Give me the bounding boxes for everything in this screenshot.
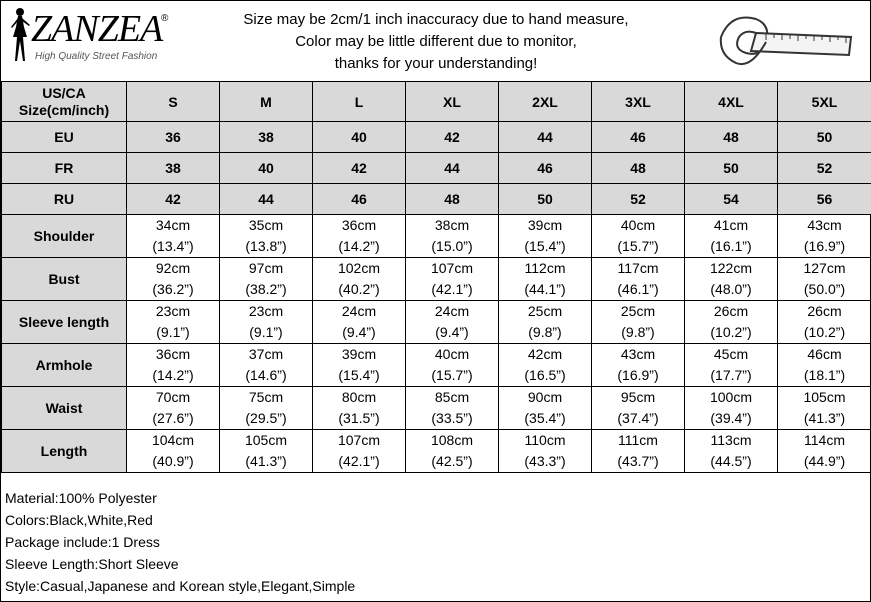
measurement-inch: (9.8”)	[528, 324, 562, 340]
measurement-cell	[499, 258, 592, 301]
conversion-value: 48	[406, 184, 499, 215]
measurement-cm: 38cm	[434, 217, 470, 233]
size-header: 2XL	[499, 82, 592, 122]
measurement-cell	[406, 215, 499, 258]
header	[1, 1, 870, 81]
measurement-cm: 107cm	[337, 432, 381, 448]
measurement-cell	[499, 387, 592, 430]
measurement-cell	[685, 258, 778, 301]
measurement-cm: 127cm	[803, 260, 846, 276]
measurement-cell	[499, 344, 592, 387]
measurement-cm: 43cm	[620, 346, 656, 362]
measurement-notice	[201, 9, 671, 75]
measurement-cm: 114cm	[804, 432, 845, 448]
conversion-value: 46	[313, 184, 406, 215]
measurement-inch: (44.9”)	[803, 453, 846, 469]
measurement-cell	[685, 301, 778, 344]
measurement-inch: (38.2”)	[245, 281, 287, 297]
conversion-value: 52	[778, 153, 871, 184]
measurement-rows	[2, 215, 871, 473]
measurement-label: Shoulder	[2, 215, 127, 258]
measurement-inch: (16.5”)	[524, 367, 566, 383]
measurement-inch: (41.3”)	[245, 453, 287, 469]
conversion-value: 50	[778, 122, 871, 153]
size-header: S	[127, 82, 220, 122]
measurement-cm: 113cm	[710, 432, 752, 448]
measurement-cell	[685, 215, 778, 258]
measurement-cell	[127, 430, 220, 473]
conversion-value: 40	[313, 122, 406, 153]
measurement-inch: (14.2”)	[152, 367, 194, 383]
measurement-cell	[220, 301, 313, 344]
conversion-value: 48	[685, 122, 778, 153]
measurement-inch: (37.4”)	[617, 410, 659, 426]
measurement-cell	[220, 215, 313, 258]
notice-line: Size may be 2cm/1 inch inaccuracy due to hand measure,	[243, 11, 629, 28]
measurement-cell	[406, 344, 499, 387]
conversion-value: 54	[685, 184, 778, 215]
measurement-row	[2, 344, 871, 387]
measurement-inch: (9.4”)	[342, 324, 376, 340]
size-header: M	[220, 82, 313, 122]
measurement-cell	[499, 215, 592, 258]
registered-mark: ®	[161, 13, 169, 24]
measurement-inch: (15.7”)	[617, 238, 659, 254]
measurement-inch: (40.2”)	[338, 281, 380, 297]
measurement-cm: 35cm	[248, 217, 284, 233]
measurement-inch: (35.4”)	[524, 410, 566, 426]
measurement-cm: 34cm	[155, 217, 191, 233]
measurement-cm: 105cm	[244, 432, 288, 448]
measurement-cm: 36cm	[341, 217, 377, 233]
measurement-cell	[406, 387, 499, 430]
measurement-cm: 43cm	[807, 217, 842, 233]
colors-line: Colors:Black,White,Red	[5, 512, 153, 528]
conversion-value: 48	[592, 153, 685, 184]
measurement-inch: (40.9”)	[152, 453, 194, 469]
conversion-label: FR	[2, 153, 127, 184]
measurement-inch: (14.2”)	[338, 238, 380, 254]
conversion-row	[2, 184, 871, 215]
conversion-value: 38	[127, 153, 220, 184]
logo-tagline: High Quality Street Fashion	[35, 51, 158, 62]
notice-line: thanks for your understanding!	[334, 55, 538, 72]
measurement-cm: 75cm	[248, 389, 284, 405]
measurement-label: Length	[2, 430, 127, 473]
measuring-tape-icon	[711, 7, 861, 77]
conversion-label: EU	[2, 122, 127, 153]
conversion-value: 50	[499, 184, 592, 215]
measurement-cm: 112cm	[524, 260, 566, 276]
measurement-cm: 85cm	[434, 389, 470, 405]
measurement-cm: 26cm	[807, 303, 842, 319]
measurement-inch: (15.4”)	[524, 238, 566, 254]
measurement-row	[2, 387, 871, 430]
measurement-cm: 108cm	[430, 432, 474, 448]
measurement-row	[2, 258, 871, 301]
measurement-cm: 70cm	[155, 389, 191, 405]
measurement-cell	[313, 430, 406, 473]
measurement-cm: 36cm	[155, 346, 191, 362]
measurement-cm: 42cm	[527, 346, 563, 362]
measurement-cm: 25cm	[527, 303, 563, 319]
measurement-inch: (9.1”)	[156, 324, 190, 340]
conversion-value: 56	[778, 184, 871, 215]
corner-label	[2, 82, 127, 122]
size-header: XL	[406, 82, 499, 122]
measurement-inch: (18.1”)	[803, 367, 846, 383]
measurement-cell	[127, 344, 220, 387]
measurement-cell	[592, 258, 685, 301]
sleeve-line: Sleeve Length:Short Sleeve	[5, 556, 179, 572]
measurement-inch: (15.4”)	[338, 367, 380, 383]
measurement-inch: (9.8”)	[621, 324, 655, 340]
measurement-inch: (10.2”)	[803, 324, 846, 340]
measurement-cm: 39cm	[527, 217, 563, 233]
measurement-cm: 97cm	[248, 260, 284, 276]
conversion-value: 40	[220, 153, 313, 184]
measurement-inch: (9.4”)	[435, 324, 469, 340]
notice-line: Color may be little different due to monitor,	[295, 33, 577, 50]
measurement-cell	[592, 387, 685, 430]
measurement-inch: (39.4”)	[710, 410, 752, 426]
measurement-cell	[313, 387, 406, 430]
measurement-cell	[220, 344, 313, 387]
measurement-inch: (46.1”)	[617, 281, 659, 297]
measurement-inch: (50.0”)	[803, 281, 846, 297]
measurement-cell	[778, 301, 871, 344]
measurement-inch: (13.4”)	[152, 238, 194, 254]
measurement-cell	[127, 258, 220, 301]
measurement-cm: 24cm	[341, 303, 377, 319]
conversion-value: 46	[499, 153, 592, 184]
measurement-inch: (44.5”)	[710, 453, 752, 469]
measurement-inch: (17.7”)	[710, 367, 752, 383]
measurement-inch: (42.1”)	[431, 281, 473, 297]
product-details	[5, 487, 355, 597]
measurement-inch: (15.7”)	[431, 367, 473, 383]
measurement-inch: (16.9”)	[803, 238, 846, 254]
measurement-inch: (27.6”)	[152, 410, 194, 426]
conversion-row	[2, 122, 871, 153]
measurement-cm: 39cm	[341, 346, 377, 362]
measurement-cell	[220, 387, 313, 430]
conversion-rows	[2, 122, 871, 215]
measurement-cell	[778, 344, 871, 387]
measurement-cell	[127, 387, 220, 430]
measurement-cell	[127, 215, 220, 258]
measurement-cm: 45cm	[713, 346, 749, 362]
logo-text: ZANZEA	[31, 8, 163, 50]
measurement-cell	[406, 430, 499, 473]
measurement-cm: 117cm	[617, 260, 659, 276]
measurement-row	[2, 430, 871, 473]
conversion-value: 44	[406, 153, 499, 184]
material-line: Material:100% Polyester	[5, 490, 157, 506]
conversion-label: RU	[2, 184, 127, 215]
measurement-cell	[778, 215, 871, 258]
conversion-value: 52	[592, 184, 685, 215]
measurement-cm: 41cm	[713, 217, 749, 233]
measurement-inch: (42.1”)	[338, 453, 380, 469]
measurement-cell	[313, 301, 406, 344]
measurement-cm: 23cm	[155, 303, 191, 319]
measurement-inch: (14.6”)	[245, 367, 287, 383]
conversion-value: 42	[406, 122, 499, 153]
measurement-inch: (31.5”)	[338, 410, 380, 426]
measurement-cell	[220, 258, 313, 301]
measurement-cell	[778, 430, 871, 473]
conversion-value: 46	[592, 122, 685, 153]
measurement-cm: 24cm	[434, 303, 470, 319]
measurement-cm: 111cm	[618, 432, 658, 448]
measurement-cell	[313, 215, 406, 258]
measurement-cell	[592, 215, 685, 258]
measurement-cell	[778, 387, 871, 430]
measurement-cm: 104cm	[151, 432, 195, 448]
size-header: 5XL	[778, 82, 871, 122]
measurement-inch: (42.5”)	[431, 453, 473, 469]
conversion-value: 42	[127, 184, 220, 215]
measurement-inch: (15.0”)	[431, 238, 473, 254]
us-ca-label: US/CA	[42, 84, 86, 101]
measurement-inch: (48.0”)	[710, 281, 752, 297]
measurement-inch: (43.7”)	[617, 453, 659, 469]
measurement-inch: (16.9”)	[617, 367, 659, 383]
measurement-label: Waist	[2, 387, 127, 430]
measurement-inch: (13.8”)	[245, 238, 287, 254]
measurement-cell	[220, 430, 313, 473]
conversion-value: 36	[127, 122, 220, 153]
measurement-cell	[499, 430, 592, 473]
measurement-cm: 23cm	[248, 303, 284, 319]
measurement-cm: 107cm	[430, 260, 474, 276]
measurement-cell	[592, 344, 685, 387]
measurement-cm: 26cm	[713, 303, 749, 319]
conversion-value: 44	[220, 184, 313, 215]
size-header-row	[2, 82, 871, 122]
measurement-cell	[685, 387, 778, 430]
measurement-label: Sleeve length	[2, 301, 127, 344]
measurement-cell	[685, 430, 778, 473]
measurement-cell	[778, 258, 871, 301]
size-header: 3XL	[592, 82, 685, 122]
size-unit-label: Size(cm/inch)	[18, 101, 110, 118]
measurement-cell	[499, 301, 592, 344]
measurement-cm: 122cm	[709, 260, 753, 276]
measurement-row	[2, 215, 871, 258]
measurement-cm: 110cm	[524, 432, 566, 448]
measurement-cell	[592, 430, 685, 473]
measurement-cm: 102cm	[337, 260, 381, 276]
size-header: L	[313, 82, 406, 122]
conversion-value: 38	[220, 122, 313, 153]
measurement-cell	[406, 301, 499, 344]
package-line: Package include:1 Dress	[5, 534, 160, 550]
conversion-value: 44	[499, 122, 592, 153]
measurement-cm: 105cm	[803, 389, 846, 405]
measurement-cm: 40cm	[620, 217, 656, 233]
measurement-cm: 92cm	[155, 260, 191, 276]
measurement-inch: (16.1”)	[710, 238, 752, 254]
measurement-cm: 40cm	[434, 346, 470, 362]
measurement-cm: 90cm	[527, 389, 563, 405]
measurement-inch: (43.3”)	[524, 453, 566, 469]
measurement-cm: 46cm	[807, 346, 842, 362]
measurement-cm: 25cm	[620, 303, 656, 319]
measurement-label: Bust	[2, 258, 127, 301]
measurement-cm: 37cm	[248, 346, 284, 362]
conversion-value: 42	[313, 153, 406, 184]
measurement-inch: (44.1”)	[524, 281, 566, 297]
measurement-cell	[685, 344, 778, 387]
size-table	[1, 81, 871, 473]
measurement-cm: 100cm	[709, 389, 753, 405]
conversion-row	[2, 153, 871, 184]
measurement-cell	[313, 344, 406, 387]
measurement-cell	[313, 258, 406, 301]
measurement-cell	[592, 301, 685, 344]
measurement-cm: 95cm	[620, 389, 656, 405]
measurement-inch: (36.2”)	[152, 281, 194, 297]
measurement-row	[2, 301, 871, 344]
measurement-cell	[127, 301, 220, 344]
measurement-inch: (33.5”)	[431, 410, 473, 426]
measurement-inch: (41.3”)	[803, 410, 846, 426]
measurement-inch: (29.5”)	[245, 410, 287, 426]
style-line: Style:Casual,Japanese and Korean style,Elegant,Simple	[5, 578, 356, 594]
measurement-cm: 80cm	[341, 389, 377, 405]
measurement-inch: (9.1”)	[249, 324, 283, 340]
conversion-value: 50	[685, 153, 778, 184]
size-header: 4XL	[685, 82, 778, 122]
measurement-label: Armhole	[2, 344, 127, 387]
measurement-cell	[406, 258, 499, 301]
measurement-inch: (10.2”)	[710, 324, 752, 340]
